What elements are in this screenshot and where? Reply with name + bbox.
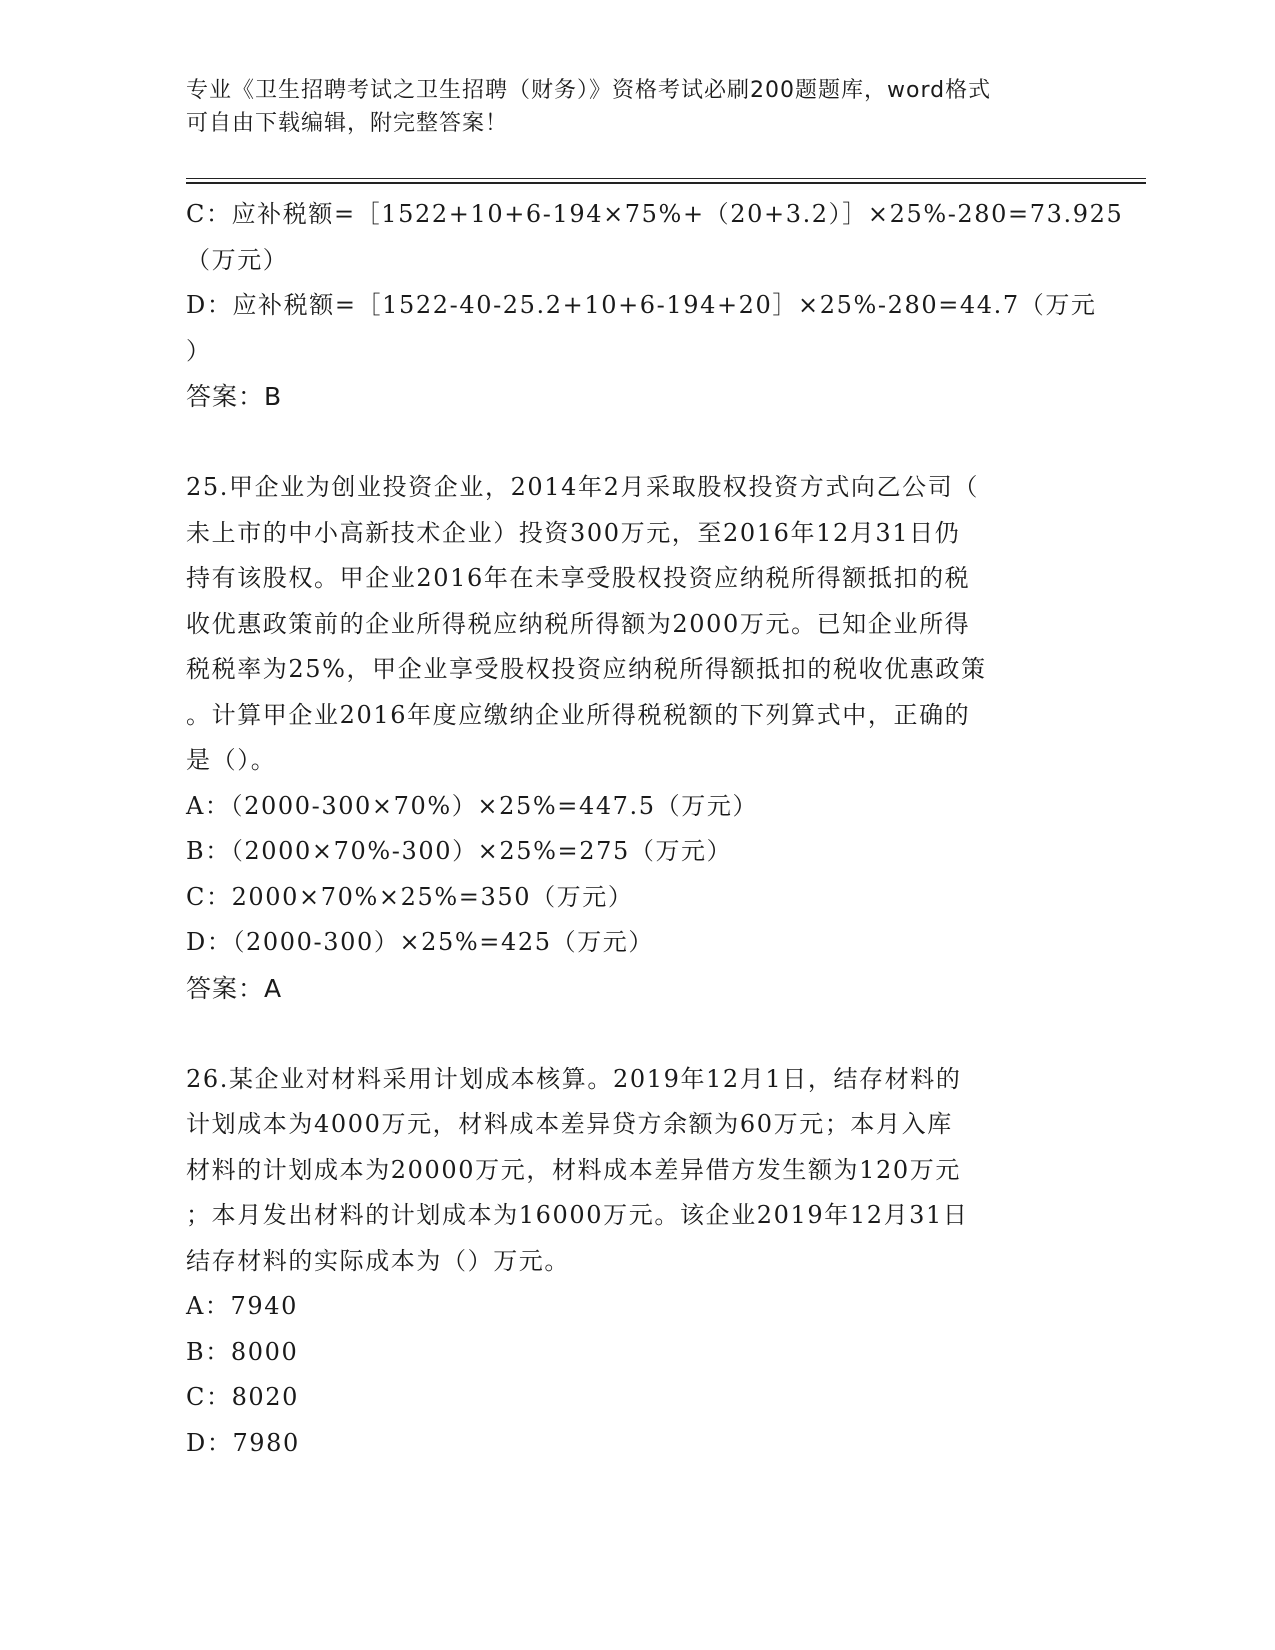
question-25 xyxy=(186,465,1086,1011)
question-26 xyxy=(186,1057,1086,1467)
q25-stem-line: 收优惠政策前的企业所得税应纳税所得额为2000万元。已知企业所得 xyxy=(186,609,971,638)
q24-option-c-cont: （万元） xyxy=(186,245,289,274)
q26-stem-line: 26.某企业对材料采用计划成本核算。2019年12月1日，结存材料的 xyxy=(186,1064,962,1093)
q26-option-a: A：7940 xyxy=(186,1292,299,1320)
q26-option-c: C：8020 xyxy=(186,1383,300,1411)
document-body xyxy=(186,192,1124,1466)
q25-stem-line: 。计算甲企业2016年度应缴纳企业所得税税额的下列算式中，正确的 xyxy=(186,700,971,729)
header-divider xyxy=(186,178,1146,184)
q25-stem-line: 是（）。 xyxy=(186,746,277,774)
header-title-line-2: 可自由下载编辑，附完整答案！ xyxy=(186,111,509,136)
q24-option-d-cont: ） xyxy=(186,336,212,365)
q25-option-b: B：（2000×70%-300）×25%=275（万元） xyxy=(186,837,733,865)
question-24-tail xyxy=(186,192,1124,420)
q26-option-b: B：8000 xyxy=(186,1337,299,1366)
q25-answer: 答案：A xyxy=(186,973,283,1003)
page-header xyxy=(186,74,1086,140)
q25-stem-line: 未上市的中小高新技术企业）投资300万元，至2016年12月31日仍 xyxy=(186,518,961,547)
q26-stem-line: 材料的计划成本为20000万元，材料成本差异借方发生额为120万元 xyxy=(186,1155,961,1184)
q25-option-c: C：2000×70%×25%=350（万元） xyxy=(186,882,634,911)
q26-stem-line: 结存材料的实际成本为（）万元。 xyxy=(186,1246,570,1275)
spacer xyxy=(186,1011,1086,1057)
q24-option-c: C：应补税额=［1522+10+6-194×75%+（20+3.2）］×25%-280=73.925 xyxy=(186,200,1124,228)
q26-stem-line: ；本月发出材料的计划成本为16000万元。该企业2019年12月31日 xyxy=(186,1201,969,1229)
q25-stem-line: 25.甲企业为创业投资企业，2014年2月采取股权投资方式向乙公司（ xyxy=(186,473,979,501)
q26-stem-line: 计划成本为4000万元，材料成本差异贷方余额为60万元；本月入库 xyxy=(186,1110,953,1138)
q25-stem-line: 税税率为25%，甲企业享受股权投资应纳税所得额抵扣的税收优惠政策 xyxy=(186,655,987,683)
q24-option-d: D：应补税额=［1522-40-25.2+10+6-194+20］×25%-280=44.7（万元 xyxy=(186,291,1097,319)
q25-option-d: D：（2000-300）×25%=425（万元） xyxy=(186,928,655,956)
q26-option-d: D：7980 xyxy=(186,1428,300,1457)
spacer xyxy=(186,420,1086,466)
q25-option-a: A：（2000-300×70%）×25%=447.5（万元） xyxy=(186,791,759,820)
q25-stem-line: 持有该股权。甲企业2016年在未享受股权投资应纳税所得额抵扣的税 xyxy=(186,564,971,592)
q24-answer: 答案：B xyxy=(186,382,283,411)
header-title-line-1: 专业《卫生招聘考试之卫生招聘（财务）》资格考试必刷200题题库，word格式 xyxy=(186,78,992,103)
